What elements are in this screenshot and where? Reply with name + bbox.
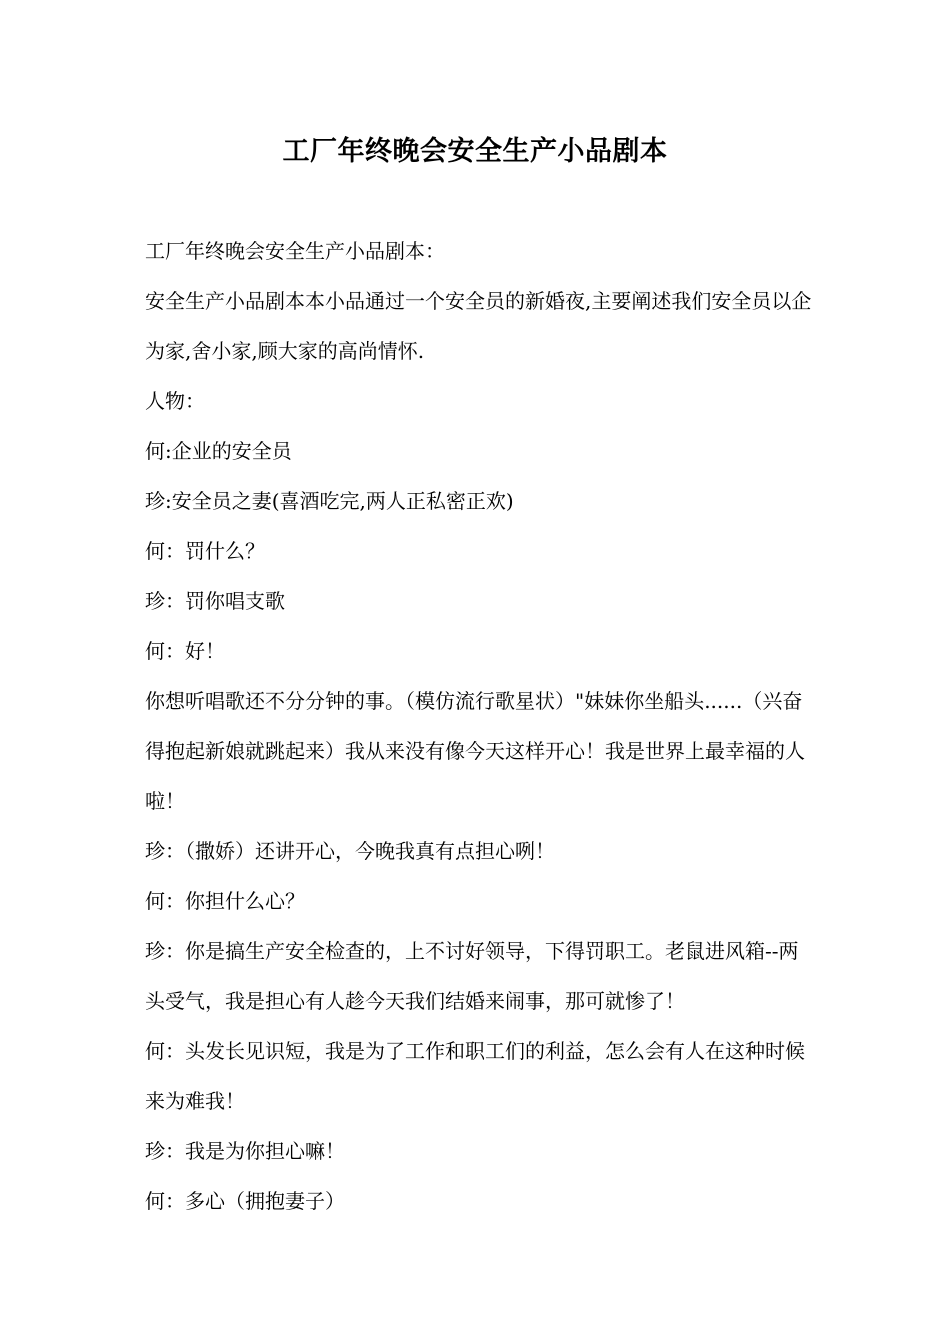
paragraph: 工厂年终晚会安全生产小品剧本： [145,239,445,263]
paragraph: 何：罚什么？ [145,539,265,563]
paragraph: 何：多心（拥抱妻子） [145,1189,345,1213]
paragraph: 珍：我是为你担心嘛！ [145,1139,345,1163]
document-body [145,226,817,1226]
paragraph: 人物： [145,389,205,413]
paragraph: 珍：（撒娇）还讲开心，今晚我真有点担心咧！ [145,839,555,863]
paragraph: 何：头发长见识短，我是为了工作和职工们的利益，怎么会有人在这种时候来为难我！ [145,1039,805,1113]
paragraph: 你想听唱歌还不分分钟的事。（模仿流行歌星状）"妹妹你坐船头......（兴奋得抱起新娘就跳起来）我从来没有像今天这样开心！我是世界上最幸福的人啦！ [145,689,805,813]
paragraph: 何：好！ [145,639,225,663]
document-title: 工厂年终晚会安全生产小品剧本 [282,136,668,167]
paragraph: 安全生产小品剧本本小品通过一个安全员的新婚夜,主要阐述我们安全员以企为家,舍小家,顾大家的高尚情怀. [145,289,812,363]
paragraph: 何：你担什么心？ [145,889,305,913]
paragraph: 珍：你是搞生产安全检查的，上不讨好领导，下得罚职工。老鼠进风箱--两头受气，我是担心有人趁今天我们结婚来闹事，那可就惨了！ [145,939,799,1013]
paragraph: 珍:安全员之妻(喜酒吃完,两人正私密正欢) [145,489,514,513]
paragraph: 何:企业的安全员 [145,439,292,463]
paragraph: 珍：罚你唱支歌 [145,589,285,613]
